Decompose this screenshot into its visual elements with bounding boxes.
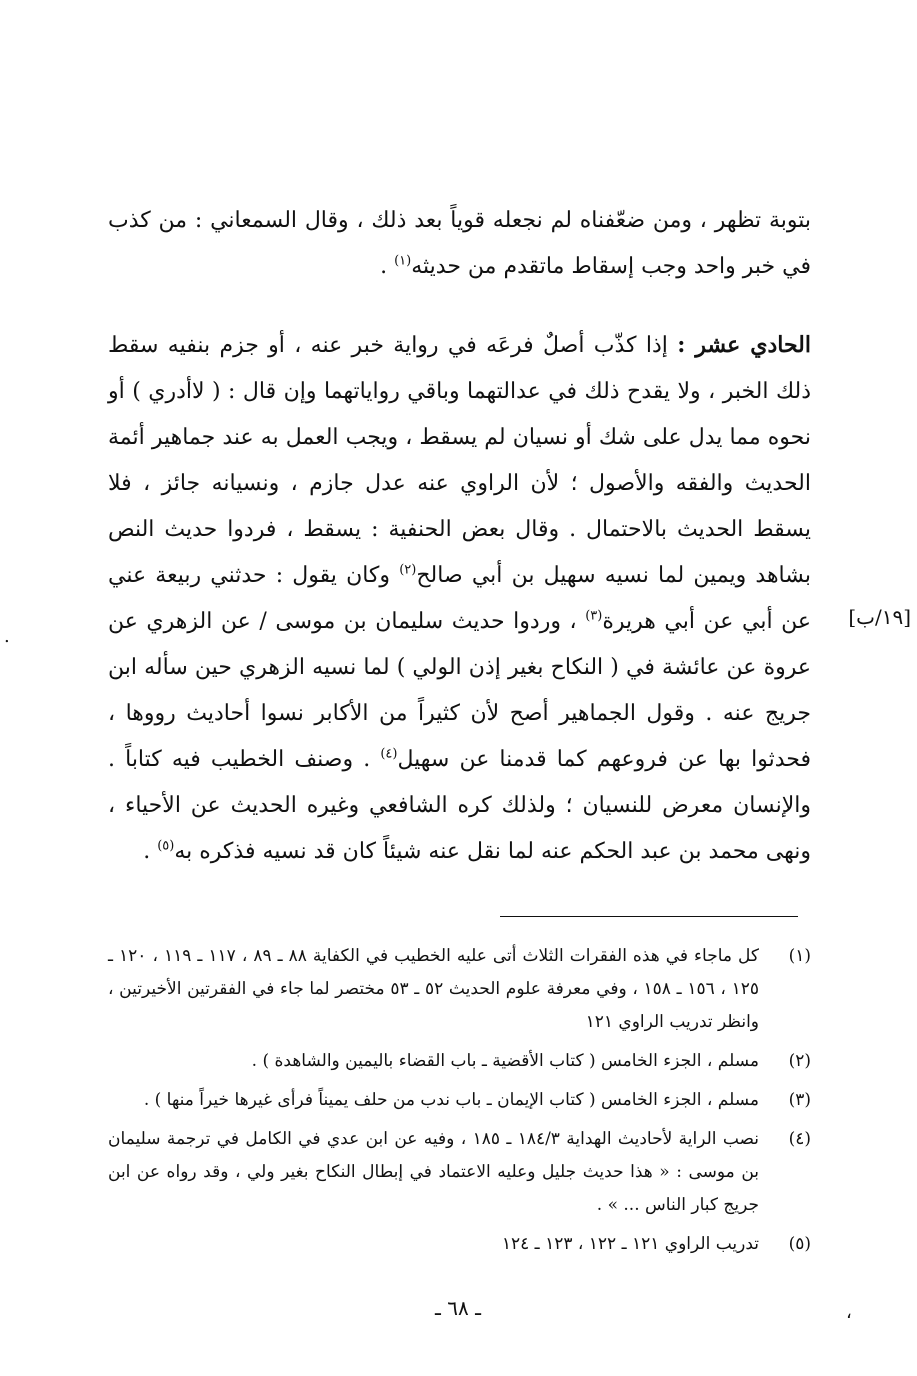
footnote-text: مسلم ، الجزء الخامس ( كتاب الأقضية ـ باب القضاء باليمين والشاهدة ) . [251,1051,759,1071]
footnote-ref-4: (٤) [380,746,398,762]
page-number: ـ ٦٨ ـ [435,1296,481,1320]
footnote-ref-2: (٢) [399,562,417,578]
footnote-number: (٢) [788,1051,811,1071]
paragraph-1-line-1: بتوبة تظهر ، ومن ضعّفناه لم نجعله قوياً بعد ذلك ، وقال السمعاني : من كذب [108,208,811,233]
stray-comma-mark: ، [846,1302,852,1323]
footnote-number: (٣) [788,1090,811,1110]
footnote-1 [108,940,811,1039]
footnote-5 [108,1228,811,1261]
paragraph-2-text-c: ، وردوا حديث سليمان بن موسى / عن الزهري عن عروة عن عائشة في ( النكاح بغير إذن الولي ) لما نسيه الزهري حين سأله ابن جريج عنه . وقول الجماهير أصح لأن كثيراً من الأكابر نسوا أحاديث رووها ، فحدثوا بها عن فروعهم كما قدمنا عن سهيل [108,609,812,772]
footnote-ref-1: (١) [394,253,412,269]
footnote-number: (٤) [788,1129,811,1149]
footnote-text: كل ماجاء في هذه الفقرات الثلاث أتى عليه الخطيب في الكفاية ٨٨ ـ ٨٩ ، ١١٧ ـ ١١٩ ، ١٢٠ ـ ١٢٥ ، ١٥٦ ـ ١٥٨ ، وفي معرفة علوم الحديث ٥٢ ـ ٥٣ مختصر لما جاء في الفقرتين الأخيرتين ، وانظر تدريب الراوي ١٢١ [108,946,760,1032]
paragraph-2 [108,322,811,875]
footnote-ref-5: (٥) [157,838,175,854]
footnote-3 [108,1084,811,1117]
paragraph-2-text-b: وكان يقول : حدثني ربيعة عني عن أبي عن أبي هريرة [108,563,811,634]
paragraph-1 [108,198,811,290]
footnote-number: (٥) [788,1234,811,1254]
footnote-2 [108,1045,811,1078]
footnote-number: (١) [788,946,811,966]
margin-folio-note: [١٩/ب] [848,605,911,629]
footnote-4 [108,1123,811,1222]
paragraph-1-line-2: في خبر واحد وجب إسقاط ماتقدم من حديثه [411,254,811,279]
paragraph-1-end: . [380,254,395,279]
footnote-text: نصب الراية لأحاديث الهداية ١٨٤/٣ ـ ١٨٥ ، وفيه عن ابن عدي في الكامل في ترجمة سليمان بن موسى : « هذا حديث جليل وعليه الاعتماد في إبطال النكاح بغير ولي ، وقد رواه عن ابن جريج كبار الناس ... » . [108,1129,760,1215]
footnote-ref-3: (٣) [585,608,603,624]
paragraph-2-end: . [143,839,158,864]
paragraph-2-text-a: إذا كذّب أصلٌ فرعَه في رواية خبر عنه ، أو جزم بنفيه سقط ذلك الخبر ، ولا يقدح ذلك في عدالتهما وباقي رواياتهما وإن قال : ( لاأدري ) أو نحوه مما يدل على شك أو نسيان لم يسقط ، ويجب العمل به عند جماهير أئمة الحديث والفقه والأصول ؛ لأن الراوي عنه عدل جازم ، ونسيانه جائز ، فلا يسقط الحديث بالاحتمال . وقال بعض الحنفية : يسقط ، فردوا حديث النص بشاهد ويمين لما نسيه سهيل بن أبي صالح [108,333,811,588]
footnote-text: تدريب الراوي ١٢١ ـ ١٢٢ ، ١٢٣ ـ ١٢٤ [501,1234,759,1254]
paragraph-2-text-d: . وصنف الخطيب فيه كتاباً . والإنسان معرض للنسيان ؛ ولذلك كره الشافعي وغيره الحديث عن الأحياء ، ونهى محمد بن عبد الحكم عنه لما نقل عنه شيئاً كان قد نسيه فذكره به [108,747,811,864]
footnote-separator [500,916,798,917]
footnotes [108,940,811,1267]
section-heading: الحادي عشر : [677,332,811,358]
stray-dot-mark: . [4,626,10,647]
footnote-text: مسلم ، الجزء الخامس ( كتاب الإيمان ـ باب ندب من حلف يميناً فرأى غيرها خيراً منها ) . [143,1090,759,1110]
